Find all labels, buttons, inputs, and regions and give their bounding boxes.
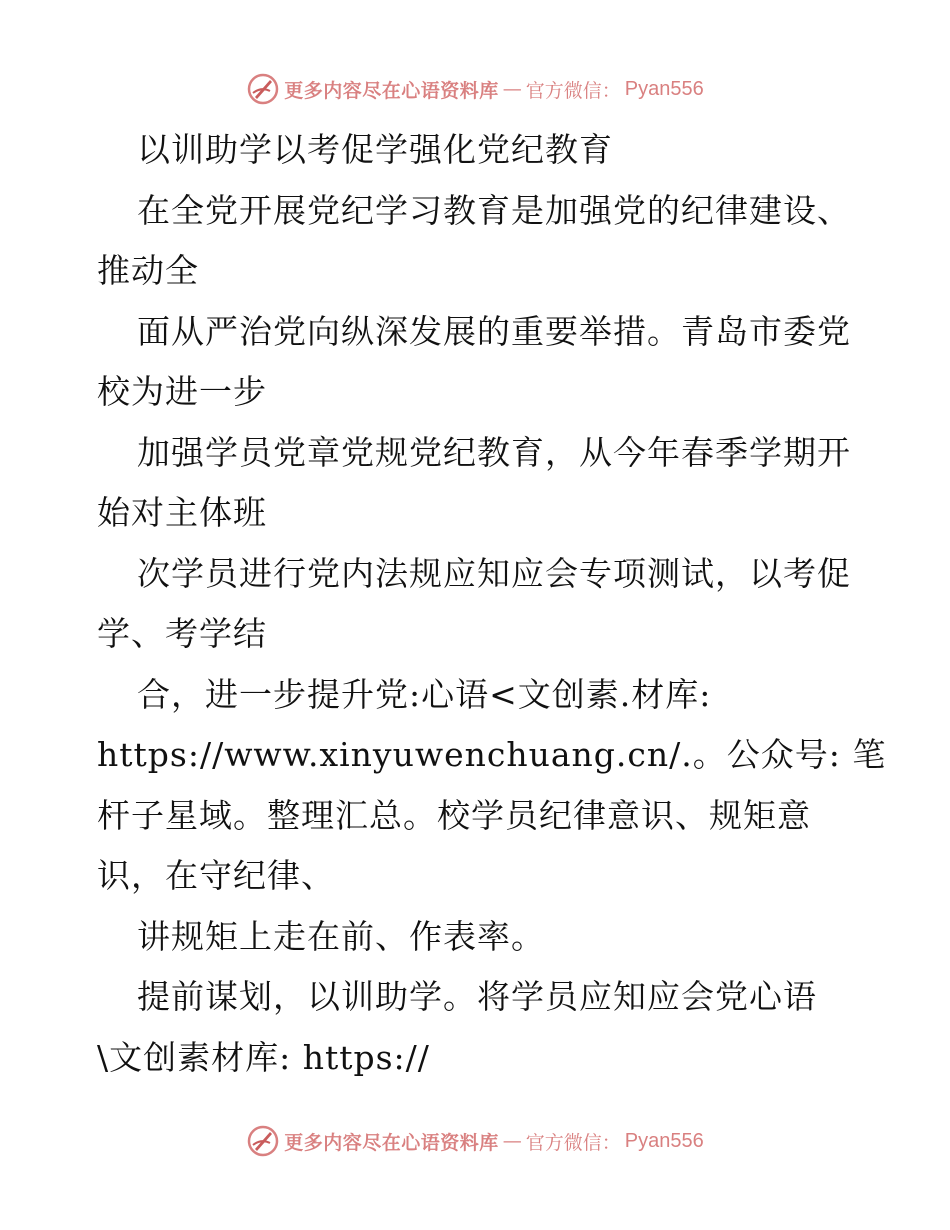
footer-watermark — [0, 1124, 950, 1158]
document-title: 以训助学以考促学强化党纪教育 — [137, 130, 613, 169]
paragraph-line: 学、考学结 — [97, 614, 267, 653]
paragraph-line: 提前谋划，以训助学。将学员应知应会党心语 — [137, 977, 817, 1016]
watermark-text: 更多内容尽在心语资料库 — [284, 79, 499, 102]
watermark-dash: — — [502, 1130, 522, 1152]
watermark-wechat-id: Pyan556 — [624, 77, 704, 100]
paragraph-line: 杆子星域。整理汇总。校学员纪律意识、规矩意 — [97, 795, 811, 835]
paragraph-line: 校为进一步 — [97, 372, 267, 411]
watermark-wechat-label: 官方微信： — [525, 79, 621, 102]
quill-pen-logo-icon — [246, 72, 280, 106]
quill-pen-logo-icon — [246, 1124, 280, 1158]
watermark-text: 更多内容尽在心语资料库 — [284, 1131, 499, 1154]
paragraph-line: 次学员进行党内法规应知应会专项测试，以考促 — [137, 553, 851, 593]
paragraph-line: 推动全 — [97, 251, 199, 290]
watermark-dash: — — [502, 78, 522, 100]
paragraph-line: 在全党开展党纪学习教育是加强党的纪律建设、 — [137, 190, 851, 230]
paragraph-line: 始对主体班 — [97, 493, 267, 532]
paragraph-line: 识，在守纪律、 — [97, 856, 335, 895]
watermark-wechat-id: Pyan556 — [624, 1129, 704, 1152]
paragraph-line: 合，进一步提升党:心语<文创素.材库: — [137, 674, 712, 714]
paragraph-line: 讲规矩上走在前、作表率。 — [137, 916, 545, 956]
watermark-wechat-label: 官方微信： — [525, 1131, 621, 1154]
paragraph-line: 加强学员党章党规党纪教育，从今年春季学期开 — [137, 432, 851, 472]
document-body — [97, 120, 887, 1088]
header-watermark — [0, 72, 950, 106]
paragraph-line: 面从严治党向纵深发展的重要举措。青岛市委党 — [137, 311, 851, 351]
paragraph-line: \文创素材库: https:// — [97, 1037, 430, 1077]
paragraph-line-url: https://www.xinyuwenchuang.cn/.。公众号: 笔 — [97, 735, 887, 774]
